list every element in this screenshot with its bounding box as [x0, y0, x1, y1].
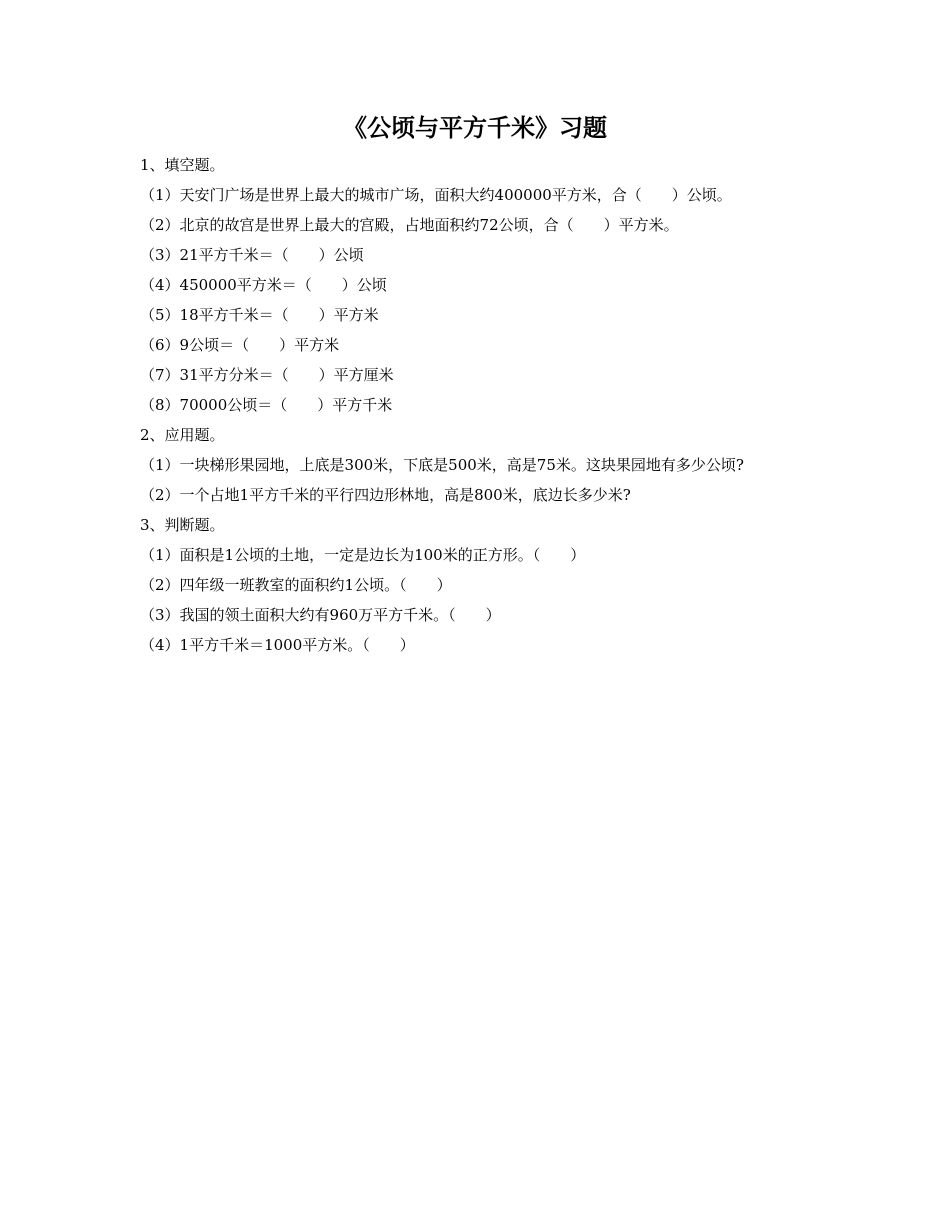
question-item: （4）1平方千米＝1000平方米。（ ） [140, 636, 415, 654]
section-heading-application: 2、应用题。 [140, 426, 225, 444]
question-item: （2）北京的故宫是世界上最大的宫殿，占地面积约72公顷，合（ ）平方米。 [140, 216, 679, 234]
question-item: （8）70000公顷＝（ ）平方千米 [140, 396, 393, 414]
question-item: （6）9公顷＝（ ）平方米 [140, 336, 340, 354]
page-title: 《公顷与平方千米》习题 [343, 113, 607, 142]
question-item: （1）天安门广场是世界上最大的城市广场，面积大约400000平方米，合（ ）公顷。 [140, 186, 732, 204]
question-item: （1）一块梯形果园地，上底是300米，下底是500米，高是75米。这块果园地有多少公顷? [140, 456, 744, 474]
question-item: （2）四年级一班教室的面积约1公顷。（ ） [140, 576, 452, 594]
section-heading-true-false: 3、判断题。 [140, 516, 225, 534]
question-item: （3）21平方千米＝（ ）公顷 [140, 246, 364, 264]
section-heading-fill-blank: 1、填空题。 [140, 156, 225, 174]
question-item: （4）450000平方米＝（ ）公顷 [140, 276, 387, 294]
question-item: （7）31平方分米＝（ ）平方厘米 [140, 366, 394, 384]
question-item: （2）一个占地1平方千米的平行四边形林地，高是800米，底边长多少米? [140, 486, 631, 504]
question-item: （1）面积是1公顷的土地，一定是边长为100米的正方形。（ ） [140, 546, 586, 564]
document-body [140, 150, 840, 660]
question-item: （3）我国的领土面积大约有960万平方千米。（ ） [140, 606, 501, 624]
question-item: （5）18平方千米＝（ ）平方米 [140, 306, 379, 324]
